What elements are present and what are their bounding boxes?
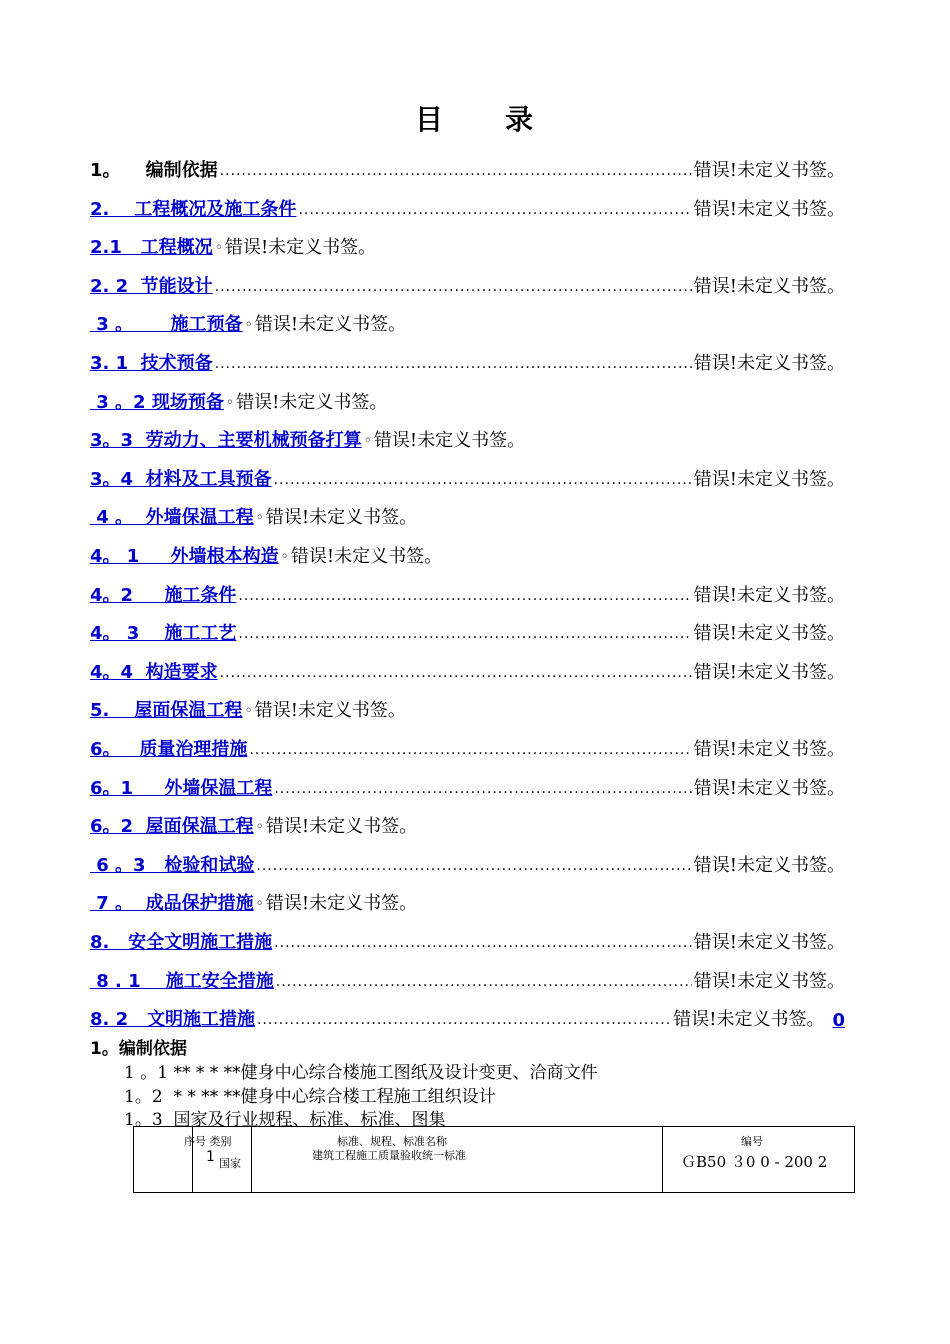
toc-entry[interactable] xyxy=(90,889,417,915)
toc-error-text: 错误!未定义书签。 xyxy=(693,971,845,992)
bookmark-marker-icon: ◦ xyxy=(255,896,264,912)
basis-item-2: 1。2 * * ** **健身中心综合楼工程施工组织设计 xyxy=(124,1087,496,1107)
toc-error-text: 错误!未定义书签。 xyxy=(373,430,526,451)
toc-entry-label[interactable]: 4。2 施工条件 xyxy=(90,585,237,606)
col-name xyxy=(252,1127,663,1193)
page-title: 目 录 xyxy=(414,103,536,136)
toc-error-text: 错误!未定义书签。 xyxy=(254,700,406,721)
toc-entry-label[interactable]: 4 。 外墙保温工程 xyxy=(90,507,254,528)
toc-entry[interactable] xyxy=(90,774,845,800)
toc-leader-dots xyxy=(274,473,692,487)
toc-error-text: 错误!未定义书签。 xyxy=(236,392,388,413)
toc-error-text: 错误!未定义书签。 xyxy=(693,623,845,644)
toc-entry-label[interactable]: 3。4 材料及工具预备 xyxy=(90,469,272,490)
toc-entry[interactable] xyxy=(90,619,845,645)
toc-entry[interactable] xyxy=(90,156,845,182)
toc-entry-label[interactable]: 5. 屋面保温工程 xyxy=(90,700,243,721)
toc-entry-label[interactable]: 4。 3 施工工艺 xyxy=(90,623,237,644)
toc-entry[interactable] xyxy=(90,349,845,375)
toc-entry[interactable] xyxy=(90,696,406,722)
section-heading: 1。编制依据 xyxy=(90,1039,187,1059)
toc-entry-label[interactable]: 2. 2 节能设计 xyxy=(90,276,213,297)
toc-leader-dots xyxy=(249,743,691,757)
cell-code: ＧB50 ３0 0 - 200 2 xyxy=(681,1153,828,1171)
toc-entry[interactable] xyxy=(90,812,417,838)
toc-error-text: 错误!未定义书签。 xyxy=(693,469,845,490)
toc-entry[interactable] xyxy=(90,426,525,452)
toc-entry-label[interactable]: 8. 2 文明施工措施 xyxy=(90,1009,255,1030)
toc-entry[interactable] xyxy=(90,542,442,568)
toc-entry[interactable] xyxy=(90,272,845,298)
bookmark-marker-icon: ◦ xyxy=(363,433,372,449)
toc-entry[interactable] xyxy=(90,195,845,221)
toc-leader-dots xyxy=(257,1013,671,1027)
toc-entry[interactable] xyxy=(90,388,387,414)
col-type xyxy=(193,1127,252,1193)
toc-entry[interactable] xyxy=(90,928,845,954)
toc-entry-label[interactable]: 2.1 工程概况 xyxy=(90,237,213,258)
toc-leader-dots xyxy=(276,975,692,989)
toc-entry-label[interactable]: 3 。 施工预备 xyxy=(90,314,243,335)
header-no-type: 序号 类别 xyxy=(184,1135,232,1148)
toc-entry[interactable] xyxy=(90,581,845,607)
toc-error-text: 错误!未定义书签。 xyxy=(265,816,418,837)
toc-leader-dots xyxy=(220,164,692,178)
bookmark-marker-icon: ◦ xyxy=(225,395,235,411)
toc-leader-dots xyxy=(238,589,691,603)
toc-error-text: 错误!未定义书签。 xyxy=(224,237,377,258)
toc-entry[interactable] xyxy=(90,851,845,877)
toc-error-text: 错误!未定义书签。 xyxy=(693,662,845,683)
cell-type: 国家 xyxy=(219,1157,241,1170)
toc-error-text: 错误!未定义书签。 xyxy=(265,507,418,528)
toc-error-text: 错误!未定义书签。 xyxy=(673,1009,825,1030)
toc-entry-label[interactable]: 3 。2 现场预备 xyxy=(90,392,224,413)
toc-entry[interactable] xyxy=(90,658,845,684)
standards-table xyxy=(133,1126,855,1193)
toc-entry-label[interactable]: 3。3 劳动力、主要机械预备打算 xyxy=(90,430,362,451)
toc-entry-label[interactable]: 3. 1 技术预备 xyxy=(90,353,213,374)
toc-error-text: 错误!未定义书签。 xyxy=(290,546,443,567)
toc-entry-label[interactable]: 1。 编制依据 xyxy=(90,160,218,181)
toc-entry-label[interactable]: 8. 安全文明施工措施 xyxy=(90,932,273,953)
toc-page-number[interactable]: 0 xyxy=(832,1010,845,1031)
cell-no: 1 xyxy=(206,1149,215,1165)
toc-error-text: 错误!未定义书签。 xyxy=(693,585,845,606)
basis-item-3: 1。3 国家及行业规程、标准、标准、图集 xyxy=(124,1110,446,1130)
toc-leader-dots xyxy=(298,203,691,217)
col-code xyxy=(663,1127,855,1193)
toc-error-text: 错误!未定义书签。 xyxy=(693,739,845,760)
toc-leader-dots xyxy=(238,627,691,641)
toc-leader-dots xyxy=(274,782,691,796)
toc-entry[interactable] xyxy=(90,233,376,259)
toc-entry-label[interactable]: 6。1 外墙保温工程 xyxy=(90,778,273,799)
toc-entry[interactable] xyxy=(90,310,406,336)
toc-entry-label[interactable]: 7 。 成品保护措施 xyxy=(90,893,254,914)
bookmark-marker-icon: ◦ xyxy=(244,317,253,333)
toc-error-text: 错误!未定义书签。 xyxy=(693,855,845,876)
toc-entry-label[interactable]: 2. 工程概况及施工条件 xyxy=(90,199,297,220)
toc-entry[interactable] xyxy=(90,735,845,761)
toc-leader-dots xyxy=(215,280,692,294)
toc-error-text: 错误!未定义书签。 xyxy=(254,314,407,335)
toc-entry[interactable] xyxy=(90,465,845,491)
cell-name: 建筑工程施工质量验收统一标准 xyxy=(312,1149,466,1162)
toc-entry-label[interactable]: 6。2 屋面保温工程 xyxy=(90,816,254,837)
bookmark-marker-icon: ◦ xyxy=(214,240,223,256)
toc-entry[interactable] xyxy=(90,1005,845,1031)
toc-leader-dots xyxy=(274,936,692,950)
bookmark-marker-icon: ◦ xyxy=(244,703,253,719)
toc-error-text: 错误!未定义书签。 xyxy=(693,199,845,220)
toc-entry[interactable] xyxy=(90,967,845,993)
toc-error-text: 错误!未定义书签。 xyxy=(693,160,845,181)
toc-entry-label[interactable]: 6 。3 检验和试验 xyxy=(90,855,255,876)
toc-leader-dots xyxy=(256,859,691,873)
toc-error-text: 错误!未定义书签。 xyxy=(693,276,845,297)
toc-error-text: 错误!未定义书签。 xyxy=(265,893,418,914)
header-name: 标准、规程、标准名称 xyxy=(337,1135,447,1148)
toc-entry-label[interactable]: 6。 质量治理措施 xyxy=(90,739,248,760)
toc-entry[interactable] xyxy=(90,503,417,529)
toc-error-text: 错误!未定义书签。 xyxy=(693,778,845,799)
basis-item-1: 1 。1 ** * * **健身中心综合楼施工图纸及设计变更、洽商文件 xyxy=(124,1063,598,1083)
toc-error-text: 错误!未定义书签。 xyxy=(693,353,845,374)
header-code: 编号 xyxy=(741,1135,763,1148)
bookmark-marker-icon: ◦ xyxy=(255,510,264,526)
toc-entry-label[interactable]: 4。4 构造要求 xyxy=(90,662,218,683)
toc-error-text: 错误!未定义书签。 xyxy=(693,932,845,953)
toc-entry-label[interactable]: 8 . 1 施工安全措施 xyxy=(90,971,274,992)
toc-leader-dots xyxy=(220,666,692,680)
toc-entry-label[interactable]: 4。 1 外墙根本构造 xyxy=(90,546,279,567)
bookmark-marker-icon: ◦ xyxy=(280,549,289,565)
bookmark-marker-icon: ◦ xyxy=(255,819,264,835)
toc-leader-dots xyxy=(215,357,692,371)
